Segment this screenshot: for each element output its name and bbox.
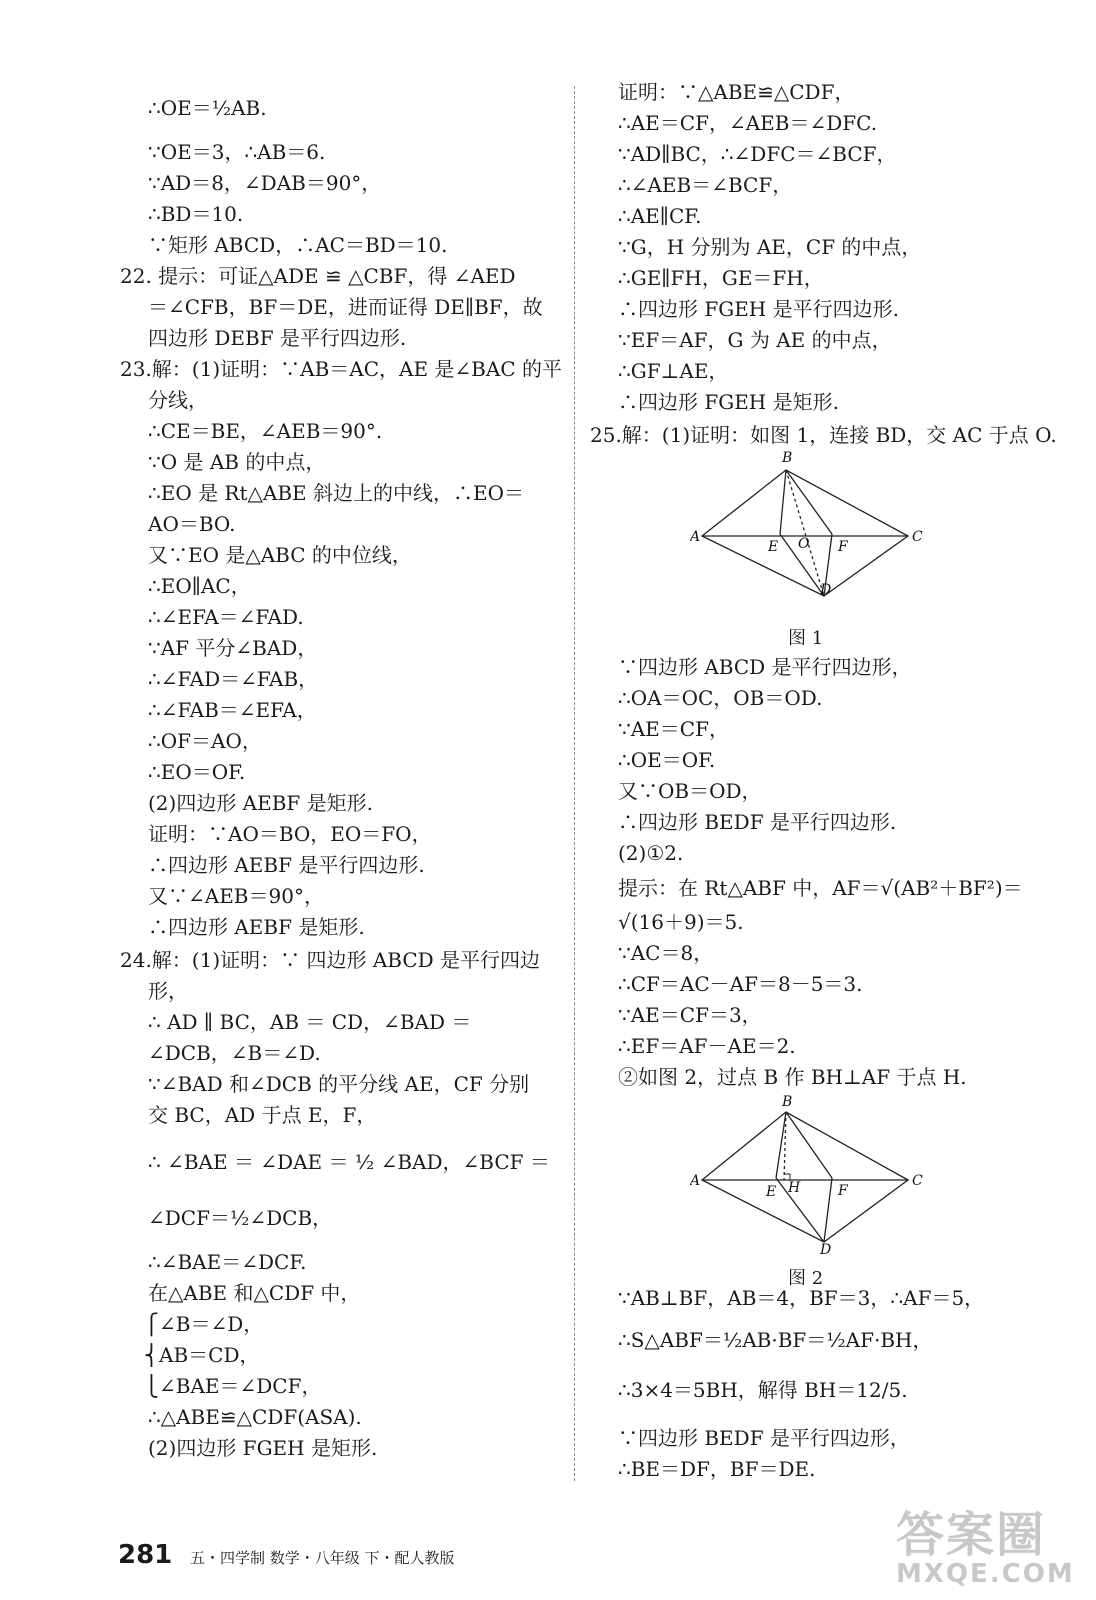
text-line: ∵∠BAD 和∠DCB 的平分线 AE，CF 分别	[148, 1072, 530, 1096]
column-divider	[574, 86, 575, 1481]
text-line: ∴ AD ∥ BC，AB ＝ CD，∠BAD ＝	[148, 1010, 472, 1034]
fig1-label-b: B	[782, 450, 793, 466]
text-line: 交 BC，AD 于点 E，F，	[148, 1103, 377, 1127]
text-line: ∴BD＝10.	[148, 202, 244, 226]
text-line: 提示：在 Rt△ABF 中，AF＝√(AB²＋BF²)＝	[618, 876, 1023, 900]
text-line: ∵O 是 AB 的中点，	[148, 450, 326, 474]
text-line: ∴AE＝CF，∠AEB＝∠DFC.	[618, 111, 878, 135]
text-line: ∴AE∥CF.	[618, 204, 702, 228]
text-line: 又∵∠AEB＝90°，	[148, 884, 324, 908]
text-line: ∴∠EFA＝∠FAD.	[148, 605, 304, 629]
text-line: 23.解：(1)证明：∵AB＝AC，AE 是∠BAC 的平	[120, 357, 562, 381]
text-line: ∴△ABE≌△CDF(ASA).	[148, 1405, 362, 1429]
fig2-label-f: F	[838, 1183, 848, 1199]
text-line: ∵四边形 BEDF 是平行四边形，	[618, 1426, 910, 1450]
text-line: ⎧∠B＝∠D，	[144, 1312, 264, 1336]
text-line: ∵AE＝CF＝3，	[618, 1003, 762, 1027]
text-line: ∴S△ABF＝½AB·BF＝½AF·BH，	[618, 1328, 933, 1352]
text-line: ∵矩形 ABCD，∴AC＝BD＝10.	[148, 233, 448, 257]
text-line: ∴∠FAB＝∠EFA，	[148, 698, 317, 722]
text-line: (2)①2.	[618, 841, 684, 865]
text-line: ∴EF＝AF－AE＝2.	[618, 1034, 796, 1058]
text-line: (2)四边形 FGEH 是矩形.	[148, 1436, 378, 1460]
text-line: ∴OF＝AO，	[148, 729, 262, 753]
text-line: ∴OE＝½AB.	[148, 96, 267, 120]
book-title: 五・四学制 数学・八年级 下・配人教版	[190, 1549, 455, 1567]
text-line: ∴GF⊥AE，	[618, 359, 729, 383]
text-line: 25.解：(1)证明：如图 1，连接 BD，交 AC 于点 O.	[590, 423, 1057, 447]
page-number: 281	[118, 1540, 173, 1570]
figure-1-diagram	[690, 448, 930, 598]
text-line: ∴∠FAD＝∠FAB，	[148, 667, 319, 691]
fig1-label-e: E	[768, 539, 779, 555]
text-line: ∴GE∥FH，GE＝FH，	[618, 266, 824, 290]
text-line: (2)四边形 AEBF 是矩形.	[148, 791, 374, 815]
figure-1-caption: 图 1	[788, 628, 824, 649]
text-line: ∵EF＝AF，G 为 AE 的中点，	[618, 328, 892, 352]
text-line: 证明：∵△ABE≌△CDF，	[618, 80, 855, 104]
text-line: ∴ ∠BAE ＝ ∠DAE ＝ ½ ∠BAD，∠BCF ＝	[148, 1150, 550, 1174]
text-line: ∴四边形 FGEH 是平行四边形.	[618, 297, 899, 321]
text-line: ∵AF 平分∠BAD，	[148, 636, 318, 660]
text-line: √(16＋9)＝5.	[618, 910, 744, 934]
text-line: ∵AD＝8，∠DAB＝90°，	[148, 171, 382, 195]
text-line: ∴四边形 BEDF 是平行四边形.	[618, 810, 897, 834]
text-line: ∴四边形 FGEH 是矩形.	[618, 390, 839, 414]
text-line: ∴CF＝AC－AF＝8－5＝3.	[618, 972, 863, 996]
text-line: ∴CE＝BE，∠AEB＝90°.	[148, 419, 383, 443]
text-line: AO＝BO.	[148, 512, 236, 536]
figure-2-diagram	[690, 1094, 930, 1254]
text-line: ∵OE＝3，∴AB＝6.	[148, 140, 326, 164]
text-line: ∴3×4＝5BH，解得 BH＝12/5.	[618, 1378, 908, 1402]
watermark-title: 答案圈	[896, 1507, 1047, 1563]
text-line: 又∵OB＝OD，	[618, 779, 762, 803]
text-line: 24.解：(1)证明：∵ 四边形 ABCD 是平行四边	[120, 948, 541, 972]
text-line: 四边形 DEBF 是平行四边形.	[148, 326, 407, 350]
text-line: ②如图 2，过点 B 作 BH⊥AF 于点 H.	[618, 1065, 967, 1089]
fig2-label-c: C	[912, 1173, 923, 1189]
text-line: ∵AB⊥BF，AB＝4，BF＝3，∴AF＝5，	[618, 1286, 985, 1310]
fig1-label-c: C	[912, 529, 923, 545]
text-line: ∵G，H 分别为 AE，CF 的中点，	[618, 235, 922, 259]
text-line: 形，	[148, 979, 188, 1003]
text-line: 分线，	[148, 388, 208, 412]
text-line: ∴四边形 AEBF 是平行四边形.	[148, 853, 425, 877]
text-line: ∴四边形 AEBF 是矩形.	[148, 915, 365, 939]
text-line: ∴EO＝OF.	[148, 760, 246, 784]
text-line: ∠DCF＝½∠DCB，	[148, 1206, 333, 1230]
text-line: ∠DCB，∠B＝∠D.	[148, 1041, 321, 1065]
fig2-label-d: D	[820, 1242, 832, 1254]
text-line: 22. 提示：可证△ADE ≌ △CBF，得 ∠AED	[120, 264, 516, 288]
text-line: 证明：∵AO＝BO，EO＝FO，	[148, 822, 432, 846]
fig1-label-f: F	[838, 539, 848, 555]
text-line: ∵AE＝CF，	[618, 717, 729, 741]
text-line: ∴OA＝OC，OB＝OD.	[618, 686, 823, 710]
fig2-label-e: E	[766, 1184, 777, 1200]
text-line: ∴∠BAE＝∠DCF.	[148, 1250, 307, 1274]
text-line: 在△ABE 和△CDF 中，	[148, 1281, 361, 1305]
watermark-logo	[896, 1496, 1076, 1592]
fig2-label-b: B	[782, 1094, 793, 1110]
watermark-url: MXQE.COM	[896, 1559, 1075, 1589]
text-line: ∴EO∥AC，	[148, 574, 251, 598]
text-line: ⎨AB＝CD，	[144, 1343, 260, 1367]
text-line: ⎩∠BAE＝∠DCF，	[144, 1374, 322, 1398]
fig2-label-a: A	[690, 1173, 701, 1189]
text-line: ∴BE＝DF，BF＝DE.	[618, 1457, 816, 1481]
fig1-label-d: D	[820, 582, 832, 598]
fig1-label-o: O	[798, 536, 810, 552]
text-line: ∴EO 是 Rt△ABE 斜边上的中线，∴EO＝	[148, 481, 525, 505]
text-line: ∵四边形 ABCD 是平行四边形，	[618, 655, 912, 679]
fig1-label-a: A	[690, 529, 701, 545]
text-line: ＝∠CFB，BF＝DE，进而证得 DE∥BF，故	[148, 295, 543, 319]
text-line: ∴∠AEB＝∠BCF，	[618, 173, 793, 197]
fig2-label-h: H	[788, 1180, 801, 1196]
text-line: ∴OE＝OF.	[618, 748, 716, 772]
text-line: ∵AD∥BC，∴∠DFC＝∠BCF，	[618, 142, 897, 166]
text-line: 又∵EO 是△ABC 的中位线，	[148, 543, 412, 567]
text-line: ∵AC＝8，	[618, 941, 714, 965]
figure-2-caption: 图 2	[788, 1268, 824, 1289]
